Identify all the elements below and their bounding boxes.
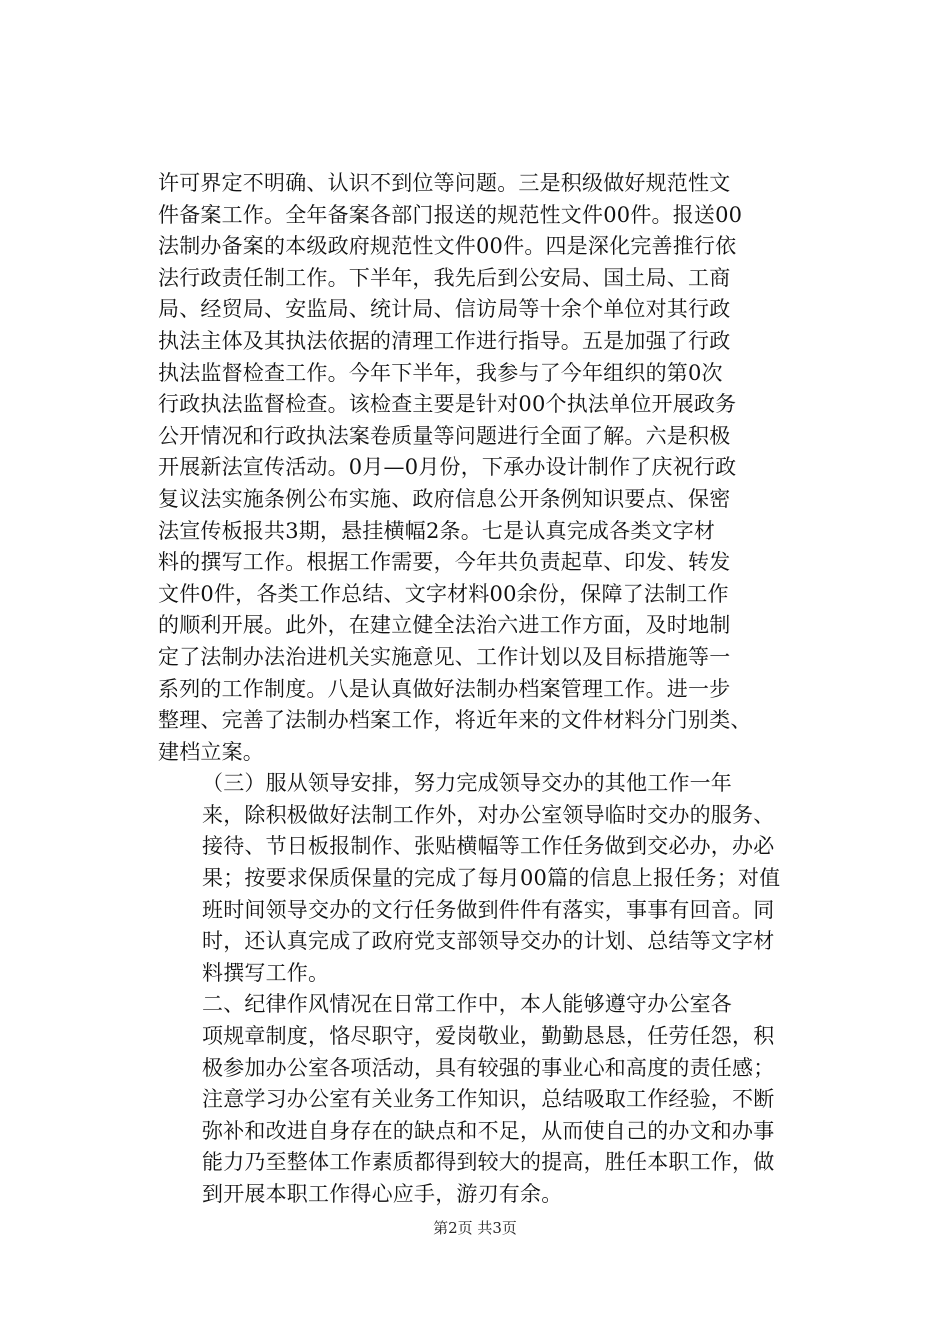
text-line: 料的撰写工作。根据工作需要，今年共负责起草、印发、转发: [158, 550, 731, 575]
page-footer: 第2页 共3页: [433, 1219, 517, 1237]
text-line: 法制办备案的本级政府规范性文件00件。四是深化完善推行依: [158, 234, 737, 259]
text-line: 件备案工作。全年备案各部门报送的规范性文件00件。报送00: [158, 202, 743, 227]
text-line: 建档立案。: [158, 739, 264, 764]
text-line: 公开情况和行政执法案卷质量等问题进行全面了解。六是积极: [158, 423, 731, 448]
text-line: 行政执法监督检查。该检查主要是针对00个执法单位开展政务: [158, 392, 737, 417]
text-line: 项规章制度，恪尽职守，爱岗敬业，勤勤恳恳，任劳任怨，积: [202, 1024, 775, 1049]
text-line: 的顺利开展。此外，在建立健全法治六进工作方面，及时地制: [158, 613, 731, 638]
text-line: 整理、完善了法制办档案工作，将近年来的文件材料分门别类、: [158, 708, 752, 733]
text-line: 法行政责任制工作。下半年，我先后到公安局、国土局、工商: [158, 265, 731, 290]
text-line: 班时间领导交办的文行任务做到件件有落实，事事有回音。同: [202, 897, 775, 922]
text-line: 局、经贸局、安监局、统计局、信访局等十余个单位对其行政: [158, 297, 731, 322]
text-line: 注意学习办公室有关业务工作知识，总结吸取工作经验，不断: [202, 1087, 775, 1112]
document-body: [158, 168, 818, 1211]
text-line: 弥补和改进自身存在的缺点和不足，从而使自己的办文和办事: [202, 1118, 775, 1143]
text-line: 执法监督检查工作。今年下半年，我参与了今年组织的第0次: [158, 360, 723, 385]
text-line: 许可界定不明确、认识不到位等问题。三是积级做好规范性文: [158, 171, 731, 195]
text-line: 到开展本职工作得心应手，游刃有余。: [202, 1182, 563, 1206]
text-line: 料撰写工作。: [202, 960, 330, 985]
text-line: 二、纪律作风情况在日常工作中，本人能够遵守办公室各: [202, 992, 732, 1017]
text-line: 系列的工作制度。八是认真做好法制办档案管理工作。进一步: [158, 676, 731, 701]
text-line: 复议法实施条例公布实施、政府信息公开条例知识要点、保密: [158, 486, 731, 511]
text-line: （三）服从领导安排，努力完成领导交办的其他工作一年: [202, 771, 732, 796]
text-line: 果；按要求保质保量的完成了每月00篇的信息上报任务；对值: [202, 866, 781, 891]
text-line: 文件0件，各类工作总结、文字材料00余份，保障了法制工作: [158, 581, 729, 606]
text-line: 能力乃至整体工作素质都得到较大的提高，胜任本职工作，做: [202, 1150, 775, 1175]
text-line: 开展新法宣传活动。0月—0月份，下承办设计制作了庆祝行政: [158, 455, 737, 480]
paragraph: [158, 989, 818, 1210]
paragraph: [158, 768, 818, 989]
text-line: 法宣传板报共3期，悬挂横幅2条。七是认真完成各类文字材: [158, 518, 716, 543]
paragraph: [158, 168, 818, 768]
text-line: 极参加办公室各项活动，具有较强的事业心和高度的责任感；: [202, 1055, 775, 1080]
text-line: 执法主体及其执法依据的清理工作进行指导。五是加强了行政: [158, 328, 731, 353]
text-line: 时，还认真完成了政府党支部领导交办的计划、总结等文字材: [202, 929, 775, 954]
text-line: 接待、节日板报制作、张贴横幅等工作任务做到交必办，办必: [202, 834, 775, 859]
text-line: 来，除积极做好法制工作外，对办公室领导临时交办的服务、: [202, 802, 775, 827]
text-line: 定了法制办法治进机关实施意见、工作计划以及目标措施等一: [158, 644, 731, 669]
